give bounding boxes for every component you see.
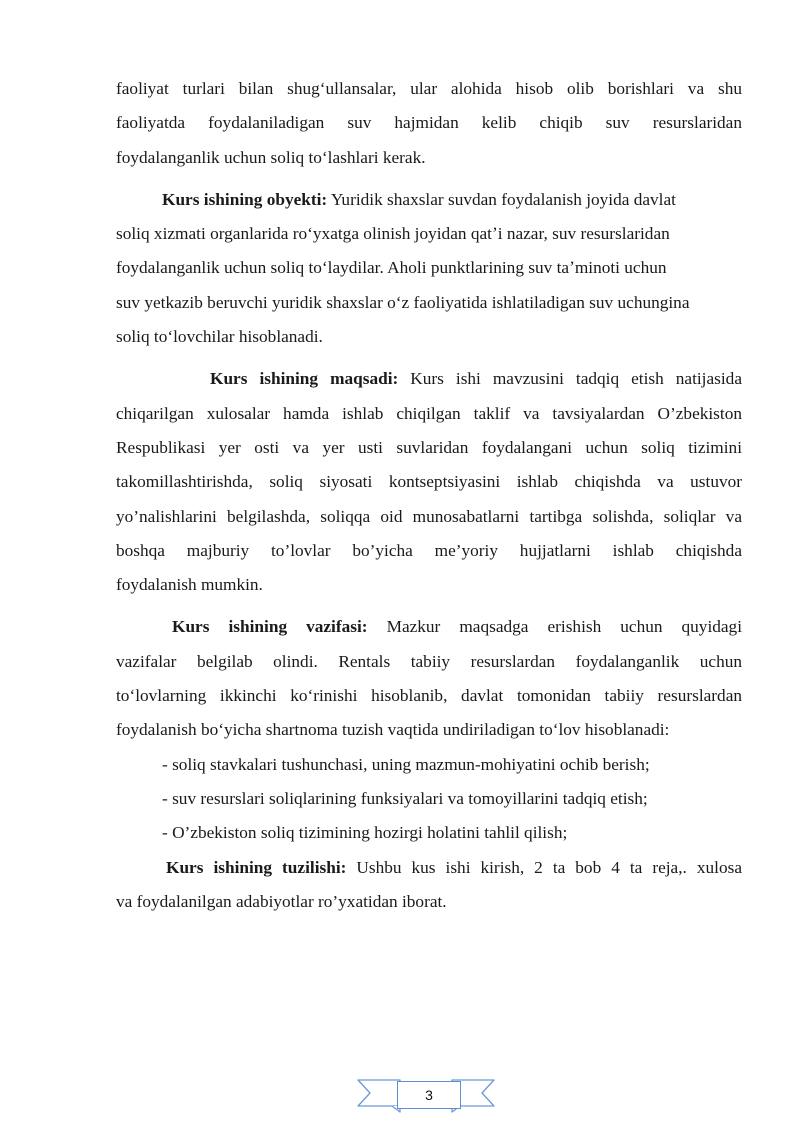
objective-label: Kurs ishining obyekti: (162, 189, 328, 209)
paragraph-purpose-line-1 (116, 362, 742, 396)
paragraph-purpose-line-4: takomillashtirishda, soliq siyosati kontseptsiyasini ishlab chiqishda va ustuvor (116, 472, 742, 492)
paragraph-1-line-1: faoliyat turlari bilan shugʻullansalar, ular alohida hisob olib borishlari va shu (116, 79, 742, 98)
structure-label: Kurs ishining tuzilishi: (166, 857, 347, 877)
list-item: - suv resurslari soliqlarining funksiyalari va tomoyillarini tadqiq etish; (162, 788, 648, 808)
paragraph-tasks-line-3: toʻlovlarning ikkinchi koʻrinishi hisoblanib, davlat tomonidan tabiiy resurslardan (116, 686, 742, 706)
list-item: - soliq stavkalari tushunchasi, uning mazmun-mohiyatini ochib berish; (162, 754, 650, 774)
purpose-text: Kurs ishi mavzusini tadqiq etish natijasida (398, 369, 742, 389)
page-number: 3 (397, 1081, 461, 1109)
ribbon-left-tail (358, 1080, 400, 1106)
paragraph-objective-line-5: soliq toʻlovchilar hisoblanadi. (116, 327, 323, 347)
paragraph-1-line-2: faoliyatda foydalaniladigan suv hajmidan kelib chiqib suv resurslaridan (116, 113, 742, 133)
paragraph-purpose-line-6: boshqa majburiy to’lovlar bo’yicha me’yoriy hujjatlarni ishlab chiqishda (116, 540, 742, 560)
tasks-label: Kurs ishining vazifasi: (172, 617, 368, 637)
paragraph-structure-line-1 (116, 851, 742, 885)
paragraph-tasks-line-1 (116, 610, 742, 644)
paragraph-structure-line-2: va foydalanilgan adabiyotlar ro’yxatidan iborat. (116, 891, 447, 911)
paragraph-tasks-line-2: vazifalar belgilab olindi. Rentals tabiiy resurslardan foydalanganlik uchun (116, 651, 742, 671)
paragraph-purpose-line-3: Respublikasi yer osti va yer usti suvlaridan foydalangani uchun soliq tizimini (116, 437, 742, 457)
purpose-label: Kurs ishining maqsadi: (210, 369, 399, 389)
paragraph-objective-line-3: foydalanganlik uchun soliq toʻlaydilar. Aholi punktlarining suv taʼminoti uchun (116, 258, 667, 278)
paragraph-1-line-3: foydalanganlik uchun soliq toʻlashlari kerak. (116, 147, 426, 167)
paragraph-objective-line-4: suv yetkazib beruvchi yuridik shaxslar oʻz faoliyatida ishlatiladigan suv uchungina (116, 292, 690, 312)
paragraph-tasks-line-4: foydalanish boʻyicha shartnoma tuzish vaqtida undiriladigan toʻlov hisoblanadi: (116, 720, 670, 740)
paragraph-purpose-line-5: yo’nalishlarini belgilashda, soliqqa oid munosabatlarni tartibga solishda, soliqlar va (116, 506, 742, 526)
tasks-text: Mazkur maqsadga erishish uchun quyidagi (367, 617, 742, 637)
objective-text: Yuridik shaxslar suvdan foydalanish joyida davlat (327, 189, 676, 209)
list-item: - O’zbekiston soliq tizimining hozirgi holatini tahlil qilish; (162, 823, 568, 843)
paragraph-objective-line-1 (116, 183, 742, 217)
document-body (116, 72, 742, 919)
paragraph-objective-line-2: soliq xizmati organlarida roʻyxatga olinish joyidan qatʼi nazar, suv resurslaridan (116, 224, 670, 244)
paragraph-purpose-line-7: foydalanish mumkin. (116, 575, 263, 595)
paragraph-purpose-line-2: chiqarilgan xulosalar hamda ishlab chiqilgan taklif va tavsiyalardan O’zbekiston (116, 403, 742, 423)
structure-text: Ushbu kus ishi kirish, 2 ta bob 4 ta reja,. xulosa (346, 857, 742, 877)
